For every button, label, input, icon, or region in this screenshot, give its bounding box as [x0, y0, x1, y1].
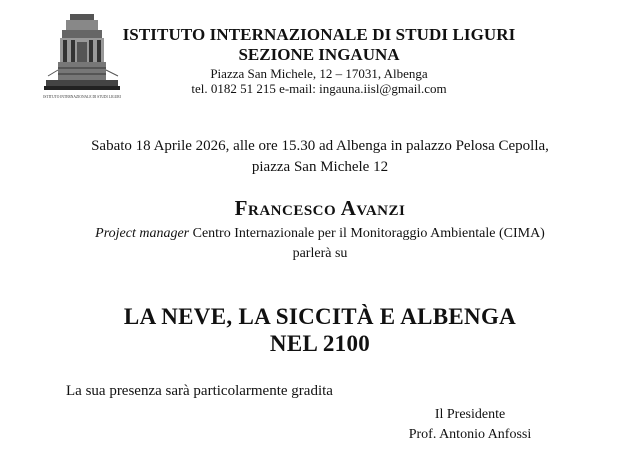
signature-title: Il Presidente [434, 407, 506, 422]
section-name: SEZIONE INGAUNA [238, 44, 400, 64]
speaker-role-organization: Centro Internazionale per il Monitoraggio Ambientale (CIMA) [189, 226, 545, 241]
address: Piazza San Michele, 12 – 17031, Albenga [210, 65, 428, 81]
speaker-role [0, 226, 640, 242]
signature-block [400, 405, 540, 444]
speaks-on: parlerà su [292, 246, 348, 261]
event-date-line-1: Sabato 18 Aprile 2026, alle ore 15.30 ad Albenga in palazzo Pelosa Cepolla, [91, 138, 549, 154]
contact-info: tel. 0182 51 215 e-mail: ingauna.iisl@gmail.com [191, 81, 447, 97]
signature-name: Prof. Antonio Anfossi [408, 426, 532, 442]
talk-title-line-1: LA NEVE, LA SICCITÀ E ALBENGA [123, 304, 517, 329]
talk-title-line-2: NEL 2100 [269, 331, 371, 356]
logo-caption: ISTITUTO INTERNAZIONALE DI STUDI LIGURI [43, 95, 121, 99]
speaker-role-title: Project manager [95, 226, 190, 241]
letterhead [112, 26, 526, 96]
speaker-name: Francesco Avanzi [234, 196, 406, 220]
closing-note: La sua presenza sarà particolarmente gradita [66, 383, 333, 399]
institute-name: ISTITUTO INTERNAZIONALE DI STUDI LIGURI [122, 25, 516, 44]
event-date-line-2: piazza San Michele 12 [251, 159, 389, 175]
